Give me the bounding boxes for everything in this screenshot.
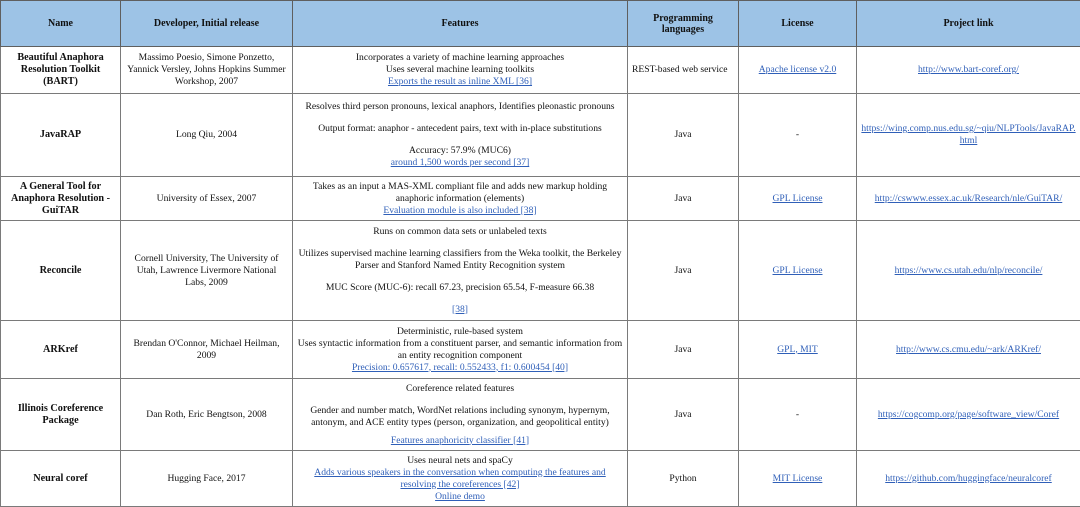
- tool-name: JavaRAP: [1, 94, 121, 177]
- license-link[interactable]: GPL License: [773, 265, 823, 276]
- header-name: Name: [1, 1, 121, 47]
- developer-cell: Long Qiu, 2004: [121, 94, 293, 177]
- project-link-cell: [857, 451, 1080, 507]
- developer-cell: University of Essex, 2007: [121, 177, 293, 221]
- feature-link[interactable]: Precision: 0.657617, recall: 0.552433, f1: 0.600454 [40]: [352, 362, 568, 373]
- feature-text: Incorporates a variety of machine learning approaches: [297, 52, 623, 64]
- features-cell: [293, 47, 628, 94]
- feature-link[interactable]: around 1,500 words per second [37]: [391, 157, 530, 168]
- feature-text: Deterministic, rule-based system: [297, 326, 623, 338]
- license-link[interactable]: MIT License: [773, 473, 823, 484]
- feature-link[interactable]: Online demo: [435, 491, 485, 502]
- header-license: License: [739, 1, 857, 47]
- features-cell: [293, 94, 628, 177]
- feature-text: Takes as an input a MAS-XML compliant file and adds new markup holding anaphoric information (elements): [297, 181, 623, 205]
- developer-cell: Cornell University, The University of Utah, Lawrence Livermore National Labs, 2009: [121, 221, 293, 321]
- language-cell: Java: [628, 379, 739, 451]
- feature-text: Utilizes supervised machine learning classifiers from the Weka toolkit, the Berkeley Parser and Stanford Named Entity Recognition system: [297, 248, 623, 272]
- tool-name: Reconcile: [1, 221, 121, 321]
- project-link-cell: [857, 379, 1080, 451]
- feature-link[interactable]: Evaluation module is also included [38]: [383, 205, 536, 216]
- table-row: [1, 94, 1080, 177]
- tool-name: Illinois Coreference Package: [1, 379, 121, 451]
- features-cell: [293, 321, 628, 379]
- table-row: [1, 379, 1080, 451]
- tool-name: Neural coref: [1, 451, 121, 507]
- license-cell: [739, 321, 857, 379]
- project-link[interactable]: https://github.com/huggingface/neuralcoref: [885, 473, 1052, 484]
- license-cell: [739, 177, 857, 221]
- header-languages: Programming languages: [628, 1, 739, 47]
- feature-text: Runs on common data sets or unlabeled texts: [297, 226, 623, 238]
- feature-link[interactable]: Features anaphoricity classifier [41]: [391, 435, 529, 446]
- language-cell: REST-based web service: [628, 47, 739, 94]
- license-link[interactable]: GPL, MIT: [777, 344, 818, 355]
- project-link-cell: [857, 94, 1080, 177]
- project-link[interactable]: http://www.bart-coref.org/: [918, 64, 1019, 75]
- license-cell: [739, 451, 857, 507]
- table-row: [1, 221, 1080, 321]
- developer-cell: Brendan O'Connor, Michael Heilman, 2009: [121, 321, 293, 379]
- feature-link[interactable]: Exports the result as inline XML [36]: [388, 76, 532, 87]
- feature-text: Uses syntactic information from a constituent parser, and semantic information from an entity recognition component: [297, 338, 623, 362]
- project-link-cell: [857, 221, 1080, 321]
- language-cell: Java: [628, 321, 739, 379]
- feature-text: Resolves third person pronouns, lexical anaphors, Identifies pleonastic pronouns: [297, 101, 623, 113]
- header-row: [1, 1, 1080, 47]
- table-row: [1, 47, 1080, 94]
- license-cell: -: [739, 94, 857, 177]
- feature-text: Coreference related features: [297, 383, 623, 395]
- table-row: [1, 321, 1080, 379]
- project-link[interactable]: http://cswww.essex.ac.uk/Research/nle/GuiTAR/: [875, 193, 1063, 204]
- header-features: Features: [293, 1, 628, 47]
- language-cell: Java: [628, 221, 739, 321]
- table-row: [1, 177, 1080, 221]
- license-link[interactable]: Apache license v2.0: [759, 64, 837, 75]
- feature-link[interactable]: [38]: [452, 304, 468, 315]
- feature-text: MUC Score (MUC-6): recall 67.23, precision 65.54, F-measure 66.38: [297, 282, 623, 294]
- features-cell: [293, 177, 628, 221]
- features-cell: [293, 379, 628, 451]
- license-cell: [739, 221, 857, 321]
- tool-name: ARKref: [1, 321, 121, 379]
- feature-text: Gender and number match, WordNet relations including synonym, hypernym, antonym, and ACE entity types (person, organization, and geopolitical entity): [297, 405, 623, 429]
- developer-cell: Massimo Poesio, Simone Ponzetto, Yannick Versley, Johns Hopkins Summer Workshop, 2007: [121, 47, 293, 94]
- project-link[interactable]: https://www.cs.utah.edu/nlp/reconcile/: [895, 265, 1043, 276]
- project-link-cell: [857, 321, 1080, 379]
- header-project-link: Project link: [857, 1, 1080, 47]
- project-link[interactable]: https://cogcomp.org/page/software_view/Coref: [878, 409, 1059, 420]
- developer-cell: Hugging Face, 2017: [121, 451, 293, 507]
- license-cell: -: [739, 379, 857, 451]
- developer-cell: Dan Roth, Eric Bengtson, 2008: [121, 379, 293, 451]
- project-link-cell: [857, 177, 1080, 221]
- table-row: [1, 451, 1080, 507]
- header-developer: Developer, Initial release: [121, 1, 293, 47]
- project-link-cell: [857, 47, 1080, 94]
- language-cell: Java: [628, 177, 739, 221]
- feature-text: Uses several machine learning toolkits: [297, 64, 623, 76]
- features-cell: [293, 221, 628, 321]
- license-cell: [739, 47, 857, 94]
- tool-name: A General Tool for Anaphora Resolution - GuiTAR: [1, 177, 121, 221]
- tool-name: Beautiful Anaphora Resolution Toolkit (BART): [1, 47, 121, 94]
- feature-text: Uses neural nets and spaCy: [297, 455, 623, 467]
- feature-text: Accuracy: 57.9% (MUC6): [297, 145, 623, 157]
- language-cell: Python: [628, 451, 739, 507]
- project-link[interactable]: http://www.cs.cmu.edu/~ark/ARKref/: [896, 344, 1041, 355]
- project-link[interactable]: https://wing.comp.nus.edu.sg/~qiu/NLPTools/JavaRAP.html: [861, 123, 1075, 146]
- language-cell: Java: [628, 94, 739, 177]
- feature-text: Output format: anaphor - antecedent pairs, text with in-place substitutions: [297, 123, 623, 135]
- features-cell: [293, 451, 628, 507]
- feature-link[interactable]: Adds various speakers in the conversation when computing the features and resolving the coreferences [42]: [314, 467, 605, 490]
- license-link[interactable]: GPL License: [773, 193, 823, 204]
